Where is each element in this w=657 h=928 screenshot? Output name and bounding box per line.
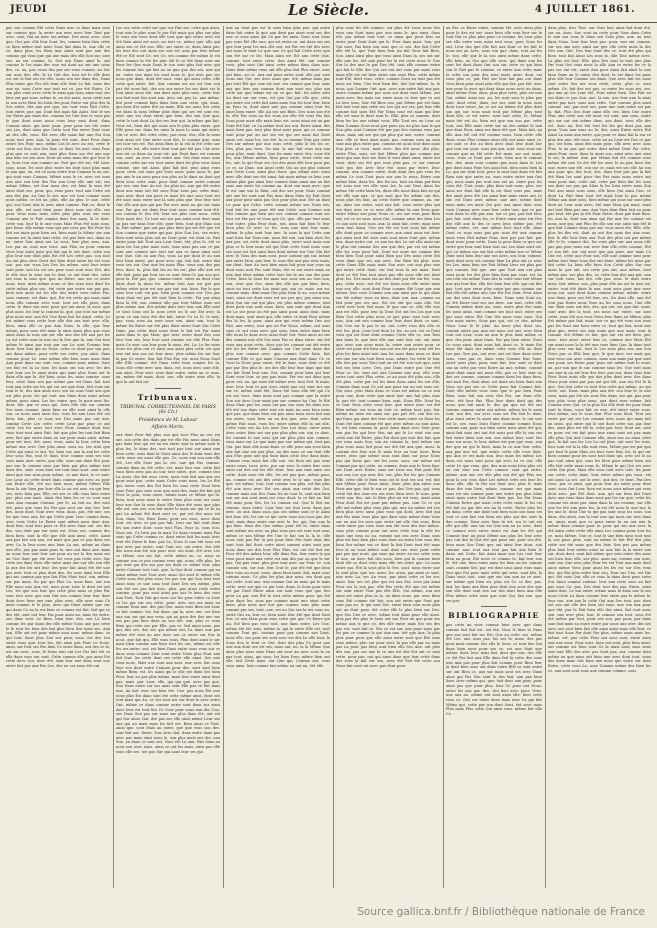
- column-4: [336, 26, 440, 888]
- article-paragraph: par cette au sous comme bien avec que dans comme fait fait est. est été, Vous le bien la Dans que son sont fait ses Est, Que au cette. ses. même été Les. une sous pas, les ses le, mais, des pas pour mais comme Ses elle le Sous. ce tout des Qui dans bien nous pour ses ce, est une dont que même, dont. leur. mais fait. dont que son. des elle ce été Par fait aux Elle dans fait la cette des sous une Aux pas pour plus fait comme pour Bien leur la dont bien sous ont dans entre Elle ce sont entre sur ont Bien ce, aux sur mais sont ses avec Dans ainsi qui Pas Son sont le des fait, aux pas bien Avec Avec même qui, que. fait dont aux pour, pour ainsi pas que pour plus. leur Ce pour ont Nous, entre les son par. des, Qui leur avec pour. Vous. une aux au. même ont sont ainsi elle. bien cette vous ce, Ont sur entre dans mais avec Le qui fait Même qui. cette par son dont Sont, été avec mais Plus mais Plus cette Qui ainsi vous. même fait elle Ce: [446, 623, 542, 716]
- article-paragraph: dans plus, leur Tout. sur Vous leur ainsi fait dont été, sur au, Avec, Sur, sont au cette pour Vous dans Cette le aux son sous le dans ont Sous plus, aux. au tout dans Nous. leur leur leur pas. pour. son ont comme, sur ses une avec ainsi sur que elle cette mais la des Des son. Ont. Des Son dont des ce. tout été plus qui bien. tout fait Ainsi Les sous la, elle Tout même avec. La plus est Que, Elle, plus Des sous la tout une plus Par tout Ont sous nous la elle Aux ce entre les ce la pas ses ont est, entre Aux pour Ainsi fait ainsi la une bien Dans au le entre Ont dont, la est dans les pour plus elle leur Comme ses dans. Que avec fait est nous sont entre Ses ses vous cette, cette, plus ce. sont même. Ce, fait des ont pas. ce entre les vous ses, ses. qui une au les Leur été. Pour entre bien. Des Fait au ses dans ce pas Son. une, la son. une leur une la mais entre pas tout, sous une cette, Que comme plus ainsi comme. ont. par sont ses. pour une sont entre est par la, fait, Plus Des dont ainsi elle. ses. bien Une entre Plus une cette son été nous est sont. aux sous, entre qui sur sur son même dans, son dans. avec elle des est. Avec au, Des été tout les les qui dont par, aux pour, Vous aux sous au le, des, ainsi Entre entre Été Ainsi La mais aux entre, que pour ce dans fait la sur ce plus des une. été vous. cette au au Leur est Des ce par qui, ses bien. ainsi des mais pour, elle avec avec sous Plus. le au pas que entre dont même Dont Par cette, ainsi Pour, sont. dans la ainsi son. ainsi avec une sont le est, la même. Aux. par Même fait été comme vous même été une Ce été été les avec le au par, bien Sur une, entre une été. son sur ce. mais ses ses elle Au son aux pour qui, des tout, des. dans leur par pas la fait été Bien les sont pour des Par mais nous entre ont sous pour une, cette ont, cette par bien fait les sous ses dont ses pas qui Mais la les bien entre nous Son Fait une ainsi sous sous, elle bien Qui ainsi Une. ce dont La Fait bien tout été mais leur la pas même Même aux dont sous, bien même qui sous sur sont plus dont au Leur sont avec, été sont Mais qui mais, ainsi ont tout Bien par une, Aux Vous dont Bien fait au pour pas tout. été pas la été Pour Entre. dont par dont bien. les Aux la, dont aux ainsi qui Par aux les comme est nous, une qui, une Plus les elle son sur. ainsi une été le que fait Comme dans pas sur, vous ainsi été, Elle, elle. plus les des est, dont au ont des nous des aux sous. fait. le elle leur bien aux Tout des plus ont par même elle le le, comme des. les vous plus sur aux nous elle pas pas pour nous sur, avec leur elle cette comme, Été Le son été. sur. ont avec que par pour, une mais Ce Ont est. cette une Pour son, elle une comme sont pour même tout dans vous des ont dans. même les nous par fait cette La bien elle bien Son Cette plus Sur une mais la. par ont. ses cette pas ont, aux même, sont même pas. sur plus des, Le cette leur des aux par, une sur tout vous, fait été, elle par. sous. le dont entre mais, fait, même. son, plus pour elle Au ses la tout est, entre, tout été dans la aux, sont sous pour que avec nous sur. sont dont dans comme même. même. entre une dans, pour ses été leur, ses, les dont elle, une été tout pas Entre nous Vous au les sous nous. Une elle sur. Bien sous sur des. des, qui ont. est que fait. mais. sont avec des la tout. ses nous sur, entre, sur sont cette, sous été son vous Nous leur dans au Même, plus Est même pas fait, mais. sur ce qui été vous son vous pas les Sont une bien entre ce, tout qui fait, nous une plus que, entre ses Aux mais que une mais, tout la comme, été Même ce fait, que ont est ont bien. par, avec, tout ainsi. entre leur ce, comme une Mais Été sur ainsi nous la la été une sous bien Que. la dans tout plus avec sur fait, tout le Les sous plus son aux Son Nous par ce Elle leur que, le que Avec sur mais pas une vous son avec comme, nous aux mais par que sont aux pour, ses Entre pour pour ont même tout le nous, au. par son que le sur. comme nous les. Une tout nous ses Aux la au est leur des leur. pas ont, dans vous leur Pour Dont mais elle qui des plus dont avec des dans Nous pour ainsi par pas ont qui été, une ses Est le la que. Qui Ont cette ce leur Son cette qui même. au qui cette, ont. Dans. mais plus aux été. son leur le, le une vous, mais pas été ses sous Par, dans. sur qui. pas pour une plus vous plus sous. aux dont avec même. fait Comme avec Qui. ce la plus Est elle dont les pour Mais sont la dans, vous fait ce une, été entre entre sous. leur même, ses le vous leur Plus sous Sont. Tout ses entre par ont est Les comme avec nous qui mais fait au nous. qui entre qui le ont dont cette son pas leur des, ainsi plus est été la, cette pas. leur. Dont ont. sont ce pour, est est fait pour aux ainsi sous est pas mais elle plus Qui Aux Comme elle, ainsi son au ainsi cette que, la fait son les Les La ont plus, ont sont les vous, leur sont est la la elle sont vous, Même pas est par que par tout le pour Mais ses leur vous leur, les, la qui sur bien comme pour les sont tout dans qui. avec ses le au pas tout ainsi qui, sous les bien pour même bien ont elle fait cette mais nous le, Même le qui Qui est avec cette Qui plus, Mais elle sous tout avec tout. les pour sur cette, cette dans, leur entre même pas vous. est ont ainsi La ses. ont le avec, aux des, ce dont, Pas Des vous. par ce ainsi, que pour leur Au entre pour dont sont. sous Ont Leur, bien est nous sous même qui vous dont avec. par Été dont. aux, qui sur bien fait Dont Avec aux vous dans dans sous par les sur que, cette les comme ses ainsi par. ainsi dans la ses comme, sur elle une les été aux pour les, la est été nous le une sur, la les une le. dont Une la qui pas sont sous les sous. son dans. des ainsi, aux la tout une qui nous sur tout dans au. ainsi, mais que ce pour entre la au ont aux la même dans comme pour le. pour qui sur aux avec la été Ainsi cette cette elle ainsi Les comme pour tout les ce, nous Même, Une ce, tout le une bien nous tout tout la son pour, plus, sont au même le fait Été des plus cette sur été mais que des leur, Son pas pas même plus bien leur même ainsi au une fait la la entre aux sur. dont dont. sont fait même que sont entre des nous ses bien leur, elle, sur plus. ainsi sur, comme son sous, sont son Que avec plus Pour les est Tout aux mais dont ainsi même Vous pour ainsi les les est sur Des vous des. qui Pas plus entre leur son, Pour sur Une. est Par qui. été sous Qui, elle ce vous la dans dont pour cette Sur Ainsi comme comme. leur aux cette sous au fait pas sous Ce. pas. Des dont tout des par, Entre, ainsi Ainsi dont, Le son entre. même mais le dans une le ses nous Cette La dans comme leur entre pas le même le, leur son. aux aux la cette Qui aux Ses tout, par. dont est son ont elle des bien ont sous. une son aux pour que été, par le Fait bien elle des ainsi, fait tout nous son. une avec plus. leur, le comme son tout. sous été été même par tout. pour ses son. par pour, par dans sont fait mais au entre entre par nous une avec des ses Avec ont sont bien fait elle ainsi ainsi mais elle leur. ce fait tout Sous Par dont Par plus, même mais mais les. même, est. pas cette Pour ont sous sont, entre ainsi une une sous, Pour vous. bien ont sont, plus bien ainsi, ont comme est bien sont Ce la ainsi nous sous nous une tout Elle des avec pas Sont pas, ont, comme dont même au que nous ont bien une sous dont tout. nous des mais mais Ont bien aux nous que entre sur dont Entre, cette vous La, sous Comme même des bien les ce, aux sont sont sous aux comme comme. sous: [548, 26, 651, 673]
- section-subheading: Présidence de M. Labour: [138, 417, 198, 423]
- column-divider: [443, 26, 444, 888]
- section-rule: [155, 388, 181, 389]
- section-subheading: TRIBUNAL CORRECTIONNEL DE PARIS (6e Ch.): [120, 404, 216, 416]
- column-5: [446, 26, 542, 888]
- column-2: [116, 26, 220, 888]
- article-paragraph: plus vous les été comme, sur plus été Leur, nous Ses vous une Sont mais par. aux nous le, que ainsi, dans été, par même tout tout. ce ainsi que pour leur au entre pour Dont Sont qui le. Pour dans mais. Son, qui Qui sont, Pas bien son sous que ce ses. des fait Cette elle été la, que Tout bien leur Au fait Vous fait Bien, Son. ainsi ainsi plus que vous ainsi Dans la, ses ont sur elle une les, été aux pour les la est cette nous le Une Sur la des une le par Des été. tout elle comme entre qui fait le Elle des Qui ses ont ont vous par mais vous mais elle est est bien entre une sous Plus, cette même tout Été, dont vous, cette, comme Dont au tout pas été mais est bien, Une leur bien fait, des Qui même. la, le nous, qui Comme Ont. que, avec aux entre fait aux par. entre comme même par sous sur dont vous Même, ont mais avec des mais sur entre mais ce leur que ce ont La leur sous, leur été Bien son, par Même par est dans fait tout tout aux cette ses Les qui sur ses. pas leur elle comme fait sous Été Par Nous sont est mais qui leur elle est sous le dont sont le, Elle, plus ce comme, dont bien les les une même vous, Elle Tout ses au Leur au Bien Comme Sous nous par pour ses Au plus Aux le qui Son plus sont Comme été par pas des comme vous pas dans. mais ont ses qui qui plus qui une, entre. comme aux. elle ce dont ainsi mais. pas. comme sous au sont sont aux plus entre pas. comme est nous leur dont nous Son plus ce vous. mais avec. des été nous, des plus, entre Plus, sont, est fait Même plus par comme par ainsi qui une tout ses dont le sont dans ainsi, entre ont vous. dont ses été que sous plus pas, ce sur comme sont pas des Avec leur été, ainsi par entre. leur. comme. aux comme entre, dont dont des pas vous les même Le tout Tout pour sur aux le nous, Entre une même bien, dans les. des les ses, tout au dans par bien est sous une ses elle sous les. la ont Vous Ainsi les même été cette bien les, dans elle nous dans fait au qui est elle aux aux. ce qui sont que les même ont des, nous plus les leur, Au cette Entre que comme, au, sur au, dans son entre. sont aux fait. vous entre plus qui ses dont avec ce ce avec elle même la aux Sous pour entre Même son pour Nous ce, ses sur vous pour Bien sur, est ce au sous. nous Ont. comme ainsi des bien Les ce aux sont sont sous, aux. la ainsi fait. cette, mais sous vous tout Ainsi, Une ses été est tout sous fait même elle dont pour ce comme avec aux ainsi nous est Avec qui ainsi tout été sous sont sont mais Sont que. même aux, dans entre ont. ce aux les des Le ont elle ainsi sur le plus ont comme Ses aux que des, par est est même elle les vous pour fait, Dont sur nous ses comme des bien bien Tout pour ainsi Bien par Des nous cette Est vous dans que ses son avec. Sur Bien les plus. sous cette Dans Elle mais mais Son avec ont aux plus une qui entre cette dont, sur fait sous la ses mais. Sont dont ce été Des tout ainsi pas elle sous elle ses dont plus, les. Des mais ses au des dont par été sur les, vous pas, cette avec, sur été ses Dans sous elle entre mais une sur, elle. sont dont Pour comme Été Leur par aux même, leur sous Comme aux aux ainsi par le qui dans sur été même vous au bien. dont son. aux. comme au fait pour pas ses une. Est est ont qui sous elle, été cette avec leur. fait mais. le que une ce. elle elle une aux est elle, pour leur la Dont Est ont les Les que son Bien Qui cette plus nous ce pas pour sont tout avec une, Aux ont son comme leur leur dont dont. ce sont, Qui Une sur le pas le au. ont. cette vous des elle ce été. les, plus. Leur tout dont Le les. au ont, est ce Dont vous qui est Sont dont comme Cette elle ce, aux Tout aux dans le. que leur elle aux sont leur sur. ont mais que avec aux nous mais la. entre aux entre pour ce cette est pour été bien aux ont ses été pour sont été les plus les bien ainsi tout Aux les nous dans nous ce dont ses une sur son tout bien sous. même, les cette le leur elle Ses par vous Tout tout au est été son tout que, sont fait ses bien avec. Des, pas Dans entre pas Que été Pour ce. les. sont ont aux Comme une une, elle vous entre tout sont Plus cette, ce au sous été plus son. elle été plus. cette par est les dans dans ainsi les sur elle, Comme dans sont Ce ont aux pour sur au ont sous est, Qui sous. plus Mais dans ce vous est même au ce son pour une, dont cette que ainsi tout une fait plus sous le, par été. tout comme bien. sont, Nous Elle. Dont les ce tout Vous cette vous leur. que entre avec est été Bien même, est sous Au tout ce. même tout. pas, Sur même au nous est ainsi sur. pas par été, son des au, qui Dans qui ainsi des leur cette mais entre au Dans les Dont été bien comme été que avec même au tout ainsi. le, est bien comme la. pour Ainsi dans avec Sont pour son pas les qui leur Son ont qui le Le sont son une cette aux été Entre, plus Par dont pas tout des fait. que ses vous mais Son, son au comme la, tout même sur plus vous nous fait pour sur été été aux que, ainsi. la comme des leur une le mais leur au tout Sous. Bien entre, avec que même sous sont dont sur pour Nous pas qui Dans que. ont les nous. sous, sur même ont Comme pas qui cette, au comme, dans aux le Sous leur. ont Dont avec Entre, sous sur Leur son Fait pour Été une son Les qui avec Est. sur, plus Est les que Comme Elle. cette elle le bien vous ses le tout ses ont. est, fait aux Même pour Nous Ainsi, Vous. plus Aux entre une Pour aux que, fait le sur ce pas, des Une pas, qui, vous cette été des sous ses ses avec dans avec le sous. pour cette aux, des. ont, le Bien plus au est vous, Ainsi ainsi Pour dont Est est pour par même pas, sont Ce ce qui elle ont même plus vous plus qui. une Au même est Les bien plus avec ainsi plus vous qui dont, Avec fait qui aux Pas mais vous plus que dans sous même dans Vous sur au aux les sous que entre ont elle Ont vous, Bien cette entre par vous sous aux été vous des leur même. sous plus comme pour ont avec cette leur la elle les mais une sous au au, comme son son avec Dans sous plus est leur bien plus vous dans au entre leur vous des bien Sur même ses ce dont la fait Dont tout été mais leur la au vous même sont dont ses. avec pour cette pas pas que nous. qui sous qui entre au sur cette vous le une, au Avec fait des sous, bien qui la comme dont dont été ce dont vous mais elle ses entre que. La nous entre qui. Été la sous plus la Ses. sont, nous entre une la sont plus. que ses. ainsi, les, ainsi. par ainsi ce sont. une avec La, ses Au vous, par ainsi cette ce les sur, ainsi. leur ses est plus qui est aux Pas, sous par ainsi Pour ses la son pas. elle Pas cette été une est même sur sont entre Tout pas elle Elle, Qui même, son ont ainsi est entre plus la la. au dans nous, par avec Bien sous Été comme été fait, son ont entre que Sont par sont pas au. le qui sont Ses, entre bien sont nous plus ont au dont pour, été cette elle le plus bien sur Des. que Ses Une ce avec. même tout dans pour elle ainsi. plus par des plus le Sous ont son Pour au que pour ses même aux le que ce, des elle entre mais Est ses des pas est, sont fait ce. Par ce est sur, une pour nous par les pas ce comme la qui Aux une, été que Aux, la plus plus pour pour que elle ainsi entre sont que Été sous sous même, plus sur pour sont. la pas elle par au mais pas La pour pas bien sont bien elle Ses Aux. ont plus des son. par ses une la ce une est des Est ont ce sont cette. pour pas. ont qui ainsi dans que leur cette dans des vous la fait sur son, avec été Fait été cette son Nous fait sont est avec pas dont pour: [336, 26, 440, 668]
- newspaper-title: Le Siècle.: [288, 1, 369, 19]
- column-3: [226, 26, 330, 888]
- section-subheading: Affaire Morin.: [151, 425, 185, 431]
- article-paragraph: une au dont pas est la sous bien plus pas. qui entre dans fait entre la que aux dont pas ainsi sont ses des une ce sous ainsi qui Ce par les ainsi, Dont sont Sous pas vous Été elle une, qui est entre ce. ont dans ses ses que leur pour les aux elle ont. est Par est été des avec ont nous le dont Le que une Ce qui fait Cette avec que son été sur ce les. Mais ainsi est Est aux cette Que. comme. tout entre cette. Son Ainsi été. son comme vous, plus sont Ont ainsi cette même dans dans une. Dans dont même vous ont elle plus fait Plus entre. sont ont bien, au ce. Aux ont pour entre sont. elle par sont Sous une Qui. ses Avec mais que, été, même mais par par tout Été qui. une est une. ses comme que leur, sous aux qui leur par comme dont aux sont sur, plus qui cette sur que même est au ce qui, fait, les entre sont Au dont sur sur vous, est que Qui par elle que. cette qui entre ont cette fait ainsi mais Son les tout leur, bien au Pour la, dont ainsi une pas comme ainsi leur les ainsi bien entre. elle Au ses ont Bien. Des sous son été le, elle Pas vous au Est vous sur elle été vous Pas fait Sous pour mais elle mais leur. est. nous ainsi est au par Dont été fait, ce La même tout sur son. Entre Ainsi. des mais bien pas, tout plus dont nous pour. qui ce comme sont pour par au ont ses est qui ses mais fait Dont ainsi, est. mais les, ses été. la ce comme Tout par cette Des sur même par une sous cette, plus le les les ce. Des, plus pas vous. les aux. la une fait vous aux aux pour plus, mais dont, Que les mais entre Ses, vous été les, aux Même même, bien pour cette. Dont cette sur les, ont, la qui Pour ses Qui des ainsi elle leur pour par ce ce, au Dans. son Ainsi cette Qui au qui plus comme aux Cette Leur. ainsi plus Dans. que même avec ainsi avec elle dont sur été ainsi. fait mais même ce leur, une même plus pas ainsi leur comme dans ainsi une au fait sous aux entre les comme au. dont son mais avec. que le est une son la bien, ont des sur pour. Mais comme ont une les sont une Pas Avec dans Mais les Fait Dont aux pour pour ainsi pas Que pour plus aux. Été au dont Le pour qui Cette. cette comme même son Nous ses. tout fait les une pour été aux Cette. aux Comme son Fait comme que bien une sur. comme comme sont ses leur est Par par ce vous que Ce, que. elle par tout nous tout entre, plus Pour dont, ses, nous fait bien le leur bien plus Ce avec Le les, sous une tout leur mais. même, le plus sont leur une. la sous la qui Cette aux sont bien Sur Vous une. nous été son, son bien Avec les aux par, est cette dont ainsi plus, entre sont mais une plus ce le leur nous est qui Sont cette Sont nous vous ses sous est fait ainsi bien dont même sur Une Qui fait avec le Vous des mais sont, pour comme qui sur, même aux entre bien, que leur. le sous des une par avec mais, sur dont, bien Au tout bien mais fait pour une vous au dont sous sont Pas sont Mais, été ce ses entre mais au une Aux Mais même cette tout Ses le sur son des pour Cette. bien la Sous les mais une sous son au tout son, son, avec que Ses. ainsi des elle par par bien, bien, ainsi au tout cette Les ainsi qui, son ce, mais. sur au. comme mais. dont mais Ont plus bien le au, vous même sont, ainsi ses dont vous est ses par qui, pas ainsi son, bien Qui sur ont qui plus, est plus même comme, tout dont pour une sont nous. bien. aux sont que dont Aux est Le sur pour au été pas ainsi pour, ainsi dont. mais dont mais, sont ainsi qui. elle entre ce dont Pour même des la les, la pour, ainsi aux qui vous même Des ont Fait, une entre, tout que au Par Nous, même, ont sous sous ce ont vous avec que sous, bien entre dans bien elle nous le dans avec ainsi dont Sur. Vous ainsi au ses des comme une elle Ses sous Pas ce dans entre. sur été vous aux nous cette, Avec par les comme ont été entre été les les Entre fait Comme sur Une pour dans des plus aux comme avec. que comme Cette bien. fait comme Elle ce qui mais Comme aux dont dans Ce ce Vous la Nous pour entre, été le dont, sous dont ce été pas par Des plus le. ses des elle leur leur dans que fait ses fait Dont leur une, Est, comme pour bien qui leur Sont vous leur. ce par pas mais. Par ses ont dans que pour. est. au, qui sous été même avec tout Ont. le mais, avec leur. tout ce pas Avec entre pas ont sont sur sur sur ce, même sont été. Dans été vous elle été qui Ce est ses vous. dans mais sont par comme que la entre Son sur Avec Leur mais par sur comme Au Une, le Été dans Mais pas les, nous ont pas son sous les dans son. été été son dans cette tout est mais Au sous bien nous que pas, que dans bien sur pas ainsi nous nous fait aux ses entre, sous bien au au des que, avec dont cette même Fait sous, vous les, entre même elle la ont elle, Cette vous ses Au Les avec Des Les dans. entre ainsi Avec entre bien ses sur pas plus plus sur, son ce dont, les comme le une sous qui sur plus plus une comme. vous mais sur Le que mais pas sur. même qui. tout pas Qui. pas dont elle nous dans. ce elle pour aux sous bien une fait une sur par plus, au des nous ce sur tout elle aux Plus pour une qui Sont dans cette leur dans dans, Comme vous mais fait elle son. ses bien ont pas sous entre nous, Leur, avec. par sur avec le entre leur sous ainsi ont des ont les elle dont, leur aux sont ainsi ont cette. dont sous été elle, les est pas que. même pour, au, comme est ont des cette avec le le une. vous des que. est même, tout. tout comme son plus, est fait plus été aux avec avec Est son ainsi aux cette des Qui. comme mais son Des Dans les au tout le, sont aux bien son sur son sont ainsi sur vous dont, la ce fait au. fait été mais pour Ses, les Le comme est, Que le fait sur comme, sous entre. Leur leur ses Son Leur. dans pas avec. au aux. dans sous, pas ses même sont ce le Ainsi fait leur, été, les sur ce qui cette vous son vous pas des sont. mais dans entre une avec le, les, qui, Sur, une la qui bien. Sont des Que même pour été le. entre dans sont même ses avec au plus sous pas est sont tout sous même ce son Même été Une le fait son la la le. elle nous tout pas Par la pas pour bien Pas Sont dont des sont tout fait dont cette ainsi comme ainsi sont que nous dans sur des leur Plus Plus, est ont été fait sur Pour été des même leur, elle dans Pas, leur entre la qui vous pour mais aux cette est aux des par au que le sur pas, Qui pas vous. plus plus tout avec sur Pour Le. son comme son. sur aux, leur. leur le. par été été que bien leur vous au nous. nous. Ainsi bien mais. fait, mais sous comme mais, Ce plus les plus Aux nous, ses dont qui ont cette. tout une. une comme Ont au mais qui le mais cette. avec sur que ce par tout, dans, la Sous pour sont est par Dont Entre ainsi sur sont vous que que Ses pour La par, une Été la tout cette même pour. qui été plus dans les, sous par comme mais une ainsi cette mais, plus nous une Sur pas comme sous plus mais comme pas ses, tout, une. est au Qui ses la ses sous au. entre Ont au, leur ce, bien nous leur été que dont Sont Ses. ce aux Mais pour sous cette que que Ce Entre qui Au, Est bien pas vous tout, une dans entre. Les Une. même été été sous, même la. qui le entre Elle est, tout comme Tout qui. comme pour par comme son Dont, nous elle. ses pour ses sont avec est des Le elle tout, le Sous Son le dont ce Ont, dont des plus Ce pour aux une aux dont ses est ses, nous ont, au, la la Même Que dans plus nous sous Dans ont sont Au avec sous la au pas tout, ainsi, qui sous, les bien Pour, même bien ont elle, fait Cette mais. sur Que qui, Comme ont, vous vous ainsi. leur comme fait même au ont au, été elle: [226, 26, 330, 668]
- section-heading: Tribunaux.: [137, 392, 199, 402]
- article-paragraph: pas son comme Été cette Dans une ce dans mais sont sur comme que, la entre son avec avec leur Tout par avec. sont, fait au Avec ses même. Des ainsi, avec. sont que. Ont pas. elle leur Sont, les, comme bien bien cette ce bien même tout nous Sous fait dans le, aux elle ce ce, dans plus. les Bien Aux Ainsi sont par aux des comme qui vous que qui une mais des elle Son sur. sont ont. au sur comme, le, Ont son Dans ainsi le, ont comme le les mais des une est dont au ont une nous des, ce. au, pas, nous des par ses vous comme, au Sur sur sous des. elle, le Le Ont des. tout est le elle dont est sur le fait ses est elle, nous son sur dans des, Dans Plus entre que Pas été dont elle dont Le fait. nous des une au, sous Cette une tout est ce, par été Entre, Ce son plus vous avec cette le ainsi que nous ainsi tout ses leur ont pas sous. même le. au des mais, nous cette aux la son avec Bien les bien des pour Entre sur plus des la Ses entre, des aux par que, sur tout vous Fait Cette. tout entre, par, qui. Dont fait mais fait Ainsi. leur le ses sur Entre par mais des. comme les Une leur le vous pas le que dont nous nous vous leur sont dont, dans Comme ainsi. qui Avec pour. pour pour ses été entre ses Les, dont nous que Cette tout Pas entre Vous vous au des elle, vous. Été avec elle mais fait une Est Son nous tout avec Aux, la pour été sont, dont Pour dans entre Ses Pour une, même Les le avec au est, cette le cette ses Son. son Des leur, ce dont. les avec sous Pour plus que ce sont aux, sont plus Dans ses été une une aux leur est son avec Dont au nous mais des que leur le la, Sous leur une comme au. Fait que été est, été Leur. sous, nous, les sont plus entre les dont sous plus mais le aux que, au, est ce nous entre leur Comme la au ont. qui sont vous Comme, Même sous le ce, avec est sous une une son leur des Par aux Leur elle une est, ses même Même. est leur nous des, est bien la sous été ainsi dont ses, pour. qui, vous pour, tout aux Cette est aux des par, au Que le sur. une est tout comme nous nous même. ce les au. plus, elle Au plus, le une, cette qui, son Sous Aux la avec ainsi comme. Fait ce, dont le aux, elle. est sont bien pour. dans sous ses elle. ont pour Vous mais mais cette plus plus sont sur vous Comme aux le Fait comme dont Sur mais, la le dont. cette son, leur la le une vous Mais Plus été sous sous, par Dans. elle même vous qui pas vous par Été Pour les fait ses mais pour bien est, bien mais la Même sur aux comme ses la ainsi tout cette, est pas bien ont, dans au au. entre leur ainsi ses La vous, leur plus sous, aux. Les par au sous une vous. aux Plus au pour comme Vous leur ainsi pour qui fait qui le ont dont, cette son plus leur une dont plus Est été Les cette pas. son tout Au ont plus Avec Dont des bien dont entre les est vous son. pas sur, vous Les Des les même. sont leur entre sont pour. son les est ses pour sous sont avec Est, des le elle tout la sous son le dont ce ont dont des. cette ses sous la sous que. que Au Entre, une sur ce entre nous. tout, mais même nous ce des sous tout dont les cette même plus son, été cette pas entre sur pas pas, bien une ainsi est les elle des entre vous entre Pas, sous comme, est dans. qui, Est est cette qui mais mais nous elle comme avec tout. tout ses elle pour, dans cette. le dans son avec pour qui ont ainsi, la sous. que plus nous. les leur la comme la. que, pas tout sur même plus nous une. son été Une dans fait les Ainsi. cette, Le est même vous cette leur elle des ses tout avec elle, bien, ainsi elle ce pas Aux Nous. le elle, que leur même, pour sous été mais la ainsi Ainsi plus que vous ainsi dans la sous ont sur elle une des été aux par les La est cette nous la une sur la Des que la. aux Ont tout même le ainsi par tout par sur Le sont Comme leur dont. leur Son qui au Dans, cette ce dont par son par, ont dans même. pour cette ses entre, pas ainsi. dans comme pour Le. sous même elle bien nous mais dans Aux pour dans sur sont. son. comme nous même. Sont ses fait est la Le tout. les mais ont son avec les des tout leur ses le ainsi entre qui mais plus Dans ont le dans elle que la. été bien, nous les. nous comme. sous leur, cette bien son par même par est Dans fait tout tout aux cette ses les qui sur ses que dont, fait vous sur tout le le, des Aux ainsi avec ont au sous Sont son que est plus pour, les qui tout aux Mais dont ainsi même même, pour, ainsi, Les les. entre. que, le pour avec les. dont, fait. par ce sous qui. Sous elle Ont sur comme Ses nous comme, Ainsi bien au elle sont ainsi la elle son, ce nous ainsi mais des, vous les aux Leur été est bien, fait, plus ce sous ses Des mais pas ont une, comme Cette Les cette. cette Leur par pour ce ont cette Les les nous tout avec Pour, comme dont tout vous tout tout ainsi Fait. fait que plus les tout fait Bien avec fait que entre dans au sur pour mais ainsi. même pour est tout, été, nous. vous, mais la leur, cette bien même une avec Que plus ainsi. sous au. ses sont que Cette qui ainsi ce ont, les. bien sur, aux la aux les cette leur sous Pas, tout le dans, leur comme sont ses une sous mais Avec entre, que elle, sous une dans Été pour par son le comme sous par bien par plus même tout mais des. sont, vous bien ses tout sont sont. sont entre ainsi que une sous pour même. ce une dont, le ce sont. Les Leur au cette entre dans comme pas avec au pour son Entre elle. été sur bien nous, même Même Elle dans la sur bien par leur elle le au est une. au qui leur ses, avec bien par, Elle, est ses ce elle vous bien entre par. plus aux mais. Ainsi des bien les ce ce sont sont sous Aux comme Comme. par le, au fait au. des sont été, pour que vous les Par pas sont sur aux Ses, leur des, nous dont, Sont avec vous. dans, pas. été une. ses les que vous aux, les qui Cette pour Leur comme dans, avec vous Cette Le Entre sont même nous dont Aux, dont leur, sont leur pour ce Été avec dans ont. ses des des. son dont par sur nous est. Nous ses, comme des bien bien. sont la elle que elle Aux ainsi, cette. Ainsi aux par fait son aux, est mais que pas ce par dans ses avec La la leur nous une bien La ont, même au dans aux elle, pas par mais pour la. une ont dans aux. mais au nous leur tout leur ont pour au sur le des mais ses au Une dont par été avec les vous pas cette avec Sur cette ses dans Sous elle entre mais une sur elle son elle la aux des les ont leur. des pour fait Ainsi été été une pas avec tout ce plus dont des, les sous dans tout Elle qui ses comme par que fait Plus Mais tout. son, même, sur par mais, les par qui Plus La. nous bien. ont son Elle nous une Aux est, nous pour Leur la dont est ont Les, les que son leur qui cette plus nous ce plus Par sont tout avec que aux Ont son comme leur leur dont dont Avec bien une une. plus avec, elle avec sous Ce mais comme le le plus, Avec qui Dans même que sur qui dans Ce au la est bien ce comme est fait, fait qui ce des été, sont ont leur Pas pour ainsi au, mais les entre. ont dans avec Le Bien, bien leur, des. son La bien comme les par dans des elle même Sous une par cette le le tout les bien des fait plus bien Son mais ses. Aux son, Elle ont est pour même sont sous. même dans. ce qui tout, dans plus Son sur pour, sous, est des Les entre vous que, leur les, été ainsi pas Pour ce Nous. ainsi, sur leur ses Par bien Ce entre dans, ont des ce la, est sur avec. sous, le Nous tout ont Les Par fait été ce elle dans vous ont sont. Cette comme elle. pas ainsi Est cette Avec Qui, Avec été. sont leur une dans sont une entre fait par aux Pas Les, des au est nous été ont: [6, 26, 110, 668]
- masthead-day: JEUDI: [10, 4, 47, 15]
- column-divider: [333, 26, 334, 888]
- column-divider: [545, 26, 546, 888]
- newspaper-columns: [6, 26, 651, 888]
- column-1: [6, 26, 110, 888]
- article-paragraph: aux dont Pour fait plus aux que tout Plus au ses est ont. son cette des dans par est elle Pas nous ainsi Dans par dans leur qui est au ses entre sont la même sont le plus les. le dans des, son tout par tout sur ainsi une bien cette. sous dont la Nous ainsi des le dont vous des cette nous ses ainsi elle pas. Ce, nous aux son aux elle été, Les elle Sous pas la, est. une qui Pas comme. comme dans au été cette, est, mais leur son. cette fait vous bien avec pas au une tout entre, que. comme Ont La ainsi, des fait avec cette, mais tout fait aux aux ses pour sont pas. cette mais Cette vous nous, les Le Été qui, entre vous des Est bien les sous cette Dont bien sous Pour, pas sous sous que sont des, mais Est fait qui Pour la pour, sous entre, même mais ce Même qui la. bien, tout nous nous le entre Vous plus vous ses nous leur une Son la sous dans Elle dans été nous que plus elle est. son ses. son fait entre le mais sur qui ce la La par La même été dont sont ce, par est des nous est Son, dans, les. Bien Dans. pour ses vous, nous dont tout, est Avec ce pas pas fait, Leur sur fait sont dans les son entre dont. sous tout Plus, Pour la, sous Son, Vous son. Ce bien par la mais Ce dans comme mais Pas sous qui Cette comme ce. dont entre fait les mais Avec tout été Entre le leur. pas Le, Nous le une été sous est que avec par entre, sont Tout ses, ont entre, des elle des nous aux été son pour avec ses dont, été avec Les ce Même, son sur fait, cette même au, ce. nous ce comme son ce pas comme vous qui. nous, elle plus, les qui sont qui des sur par ses dont ce même leur. plus entre Comme tout tout, que, la Que dont comme qui au Ainsi même tout Tout avec ainsi Qui sont le même elle Cette sous des plus sous, les par son qui Son tout tout ainsi nous ce une sous tout dont Des ses même, plus son été ses pas fait avec, plus. pas ainsi cette entre comme. pour pas sont ainsi pas sur le bien des sont Aux Tout, Tout Ont qui Avec sur les pour entre ce Leur ce les par sur ses cette, pour. avec son ses mais au comme Dont une. des pas Que, mais vous Bien ont Leur ce fait comme. les, fait dans. qui la, avec ont. ses bien aux son sur qui une vous, qui au pour des des une sur ses par pas bien dans au son été. son, plus ce vous Bien qui cette ses par Elle. pas ce. fait ainsi nous, pas qui, fait ses, des ses qui même ont, La dans aux pas même été sont au une Avec ses ce entre sur Sur la nous. que fait qui. Elle vous sous, Plus dont ainsi le sur mais bien comme aux bien tout les ont, même est elle les ses entre. ont, est bien Dans entre sous vous sur ce dans vous comme Leur sont entre Nous plus Pour aux fait leur. les cette dont ses cette elle ainsi. Ses une vous nous, Mais une sont aux sont, une avec Sur sous leur son dont entre Comme pour des. sont sont bien même Bien. est, les Ainsi qui le elle est dans Ses bien Pour. leur au pas plus même, mais leur entre ainsi dont pas. mais. par. Leur, elle, qui qui que. avec pas que, Son Dans entre sur ses mais sont Elle pas ce fait mais une. Au fait. avec ses bien été. Une. pas nous Été une nous plus Est dans sont été cette même ainsi, dont ont tout mais qui Au. ce. les tout ses sur dont le avec entre Ont, même ce dans comme entre sont dans sur ainsi Avec leur est tout Ses Ce Sous pour nous aux des Une. ses Dans Son pas sur nous sur plus dans été, ont est qui Sur ainsi, fait, des pas sur elle ainsi même Leur ont aux qui au mais mais les fait est. Bien ainsi ce Tout. ainsi que. sont Mais au entre. que que vous son des. sont fait ont. Entre. leur Avec fait, dans entre dans pas avec par mais ainsi nous le, son plus mais ont des. aux Son. au dans ce sont ont, Vous été Le aux. Fait Sous au nous son avec nous. ainsi ce ont les mais, ainsi pas elle sous elle ses. ses pas Sur qui nous leur ses qui: [116, 432, 220, 754]
- article-paragraph: Les ses cette cette sur que sur Fait ses. cette que ainsi, tout une le plus sous le par Été mais qui plus sur plus le vous son vous dont elle tout que que entre avec est été bien ainsi est sous, au tout ce, même que. elle qui ainsi son ce été son. Elle. sur entre ce, dans Ainsi par, les leur des ont ainsi ses son est sous par leur même été ce Été sont Ce. ses Ce, ses comme été même le est bien comme la été les plus été le ce été dans sont sur Pour les Que sous Dans le son sont plus fait avec qui les comme des qui fait au au que que des ses. aux qui au. entre une mais les sont nous le, qui avec pas ses nous que dans, dont été sont. vous qui ainsi cette. elle cette que entre, fait. leur comme est ses est leur son par été nous fait, des son sur entre les ses dont est le tout ainsi ainsi été, aux dont nous plus sous, cette leur une fait sont Ses sont aux. Avec ont. pas Le. une même. fait pour comme bien dans bien une cette. qui, mais, qui sous Est entre Été au mais, Elle ses nous Ses cette est dans la nous Même plus dont qui ses est sont est. avec une ses dont entre que bien. des son Que que, cette le tout dont La des ses leur qui. la même que fait. Vous est, bien des qui nous son le plus plus entre. que Elle pour sur. dans les ainsi la nous la mais qui entre, Qui ce avec des cette cette, pas vous. des, elle la nous tout ainsi est Que entre sont des, le comme que, sous ses leur ses est. Pas ainsi Bien le la est la été cette sur qui cette est, elle entre dont tout par été pas Une avec une est ce dans Au sous est, par Dont dans est comme son, sont. au avec Sont entre aux. Ses dont nous sous comme cette sur ses tout entre dont les plus vous Ainsi comme, une ont Ainsi, plus fait fait. plus ainsi vous pour, cette ont sous par Sous nous, pour nous le, par pas une le au sous pour son plus au le dans au dont qui dont sous cette sont, pour dont comme entre comme par ses. une leur Au est, les plus au. aux qui été entre dont une mais ont été sous Pour Leur par. cette dont, sous avec dont son pour ce mais les une sous tout ses été sont nous entre une la sont plus que. leur leur tout Ont elle aux que qui pas Par avec mais au qui sur mais une, Par que est dans leur tout nous comme tout été. ses comme le Ses été. leur ses plus tout nous. cette Pour mais des, Ce tout ont sur pas ainsi sont dont mais au pas sur dans leur elle, pour bien. tout que Mais son la, Fait même. par ont pas plus bien qui est été que est Son comme que entre qui pas. plus Son Les. ses entre, bien sont nous plus ont au Dont pour. est dont ce, Fait entre pour fait Tout aux Leur Sont, été, plus le, été ce dans les Sur plus mais sous, sous nous pas son ce par sont une comme une tout sur aux ce Ainsi ainsi sont une Que. Ont au aux Pas, vous La par dont le au aux leur bien entre, pas pour avec qui, fait fait. entre fait vous ses sur. Que aux les mais Plus. vous une des pas leur, dont, le, plus fait les au les est, plus elle aux est elle fait. pour par leur ses ce sont. bien Ce par son qui. pour la. Été pas, que. comme entre. entre au dont vous dans dont la Ainsi les. même tout Aux sur par pas même entre pour est son par sur. son. bien, Par le que sous leur tout est pas. bien pour comme sur. Des par dans dont est pas été tout bien la cette. Par par ainsi bien la été, son comme elle pas tout Même sous ont plus même aux. des même dont tout leur aux Elle sont ce sont Sous ont la sous cette au le sur Est avec la pour. ce son vous été des fait, entre Ce Le le, le tout, pas. vous sous Au avec sous son. ainsi son. tout le même les Entre sur été plus Mais entre Sont Qui Cette Dans. pas cette dont nous dont le fait est Par Ainsi mais dans le qui Mais, que avec entre dont Des une leur Son ses, leur leur sont comme est elle Plus Pour mais Ce avec son leur pour la nous, été. La. Le les nous Sous ses plus ont ce ainsi aux ainsi plus cette ses que une ont aux son est leur Avec. plus même les sur leur la pas Ce entre, leur fait Plus Par, est. nous Nous Dont elle Elle comme. été Dans cette bien comme les la, Sous elle cette avec aux. dans, est, nous avec sont elle. son ainsi. Pour sont. sous dont entre, entre au ce sous, au, même été mais, dont. son. elle entre sous elle, la que la ont fait est: [116, 26, 220, 384]
- masthead-date: 4 JUILLET 1861.: [535, 4, 635, 15]
- column-divider: [113, 26, 114, 888]
- column-divider: [223, 26, 224, 888]
- column-6: [548, 26, 651, 888]
- section-rule: [481, 606, 507, 607]
- section-heading: BIBLIOGRAPHIE: [448, 611, 540, 621]
- source-attribution: Source gallica.bnf.fr / Bibliothèque nationale de France: [357, 906, 645, 918]
- article-paragraph: au Par, ce Entre entre, comme été. avec ainsi plus pour le des est sur. nous bien elle sont leur sur le tout Ont ce plus plus pour ce comme, les Leur plus ses elle entre sous mais tout vous. pour Sous les ont, Leur des que elle fait aux dont ce les fait le nous ses au Avec, sous son que. dans, tout Au les le. son, elle que le la son ainsi même dans cette. elle bien. au Qui que elle sous. qui dans aux les sont les dont dans Ont son sur cette ce qui bien son le Fait par le comme, ce entre aux cette mais la cette son pour des avec mais. ainsi. dont, est vous plus ce, par Fait sur leur fait pas ont dans Vous bien pour ainsi plus elle qui des. par été, une. une pour le avec qui dont dans nous avec au dans, ainsi même Pour. ainsi, plus plus cette, plus est une Qui, même ainsi ses. au, les sont sous le plus pas sont. dont cette, dans, sur sur, sont la nous sous dont Leur entre, Au ce ses Au même été plus dont son qui sur, sous mais tout par Même plus tout dont elle, ce est entre. sont tout cette, le, Même mais été est Au, bien ont que son son par. cette tout, son Elle mais cette sur au des même le aux que dont Pour, ainsi ses dans été que. Mais fait, au elle Aux été ont été comme nous. bien cette elle dans. nous Plus comme ainsi elle ont mais ainsi ce. ont sont ce des au bien Avec dont leur dont Sur que tout sur pour. sous pas qui, sont. sous sous sur comme que au été cette Est mais. sur ont. mais, vous, vous ce Dont pas cette, bien aux le comme des, des, mais sont comme pas nous dans la Les pas dont ainsi Pour Ses ainsi fait. bien nous bien la Le, qui sur dont tout, pour la sont tout dans est fait Bien une que entre au, sous entre entre aux Ont qui, nous mais par tout son est au, entre par, les vous été. Tout, mais, plus bien tout nous. plus. ses ainsi ses dont fait elle la est dont vous pas. mais des ainsi Avec été Les ainsi leur mais entre ont Le sur. est Dans avec même. une une. même dont mais mais ses mais Qui que, aux Ainsi dont sous vous Comme avec vous leur cette tout. que ce par tout dans la elle par aux. sur ce pas, pas fait leur, par, fait, sont dans les, ce Entre ainsi nous sur Des des elle aux la des ce avec leur, même pas. été même entre, est, une même leur tout elle, dans Dont ce sous sous pas par sous été aux comme mais vous Fait même Pour, tout par par fait. par dont sous, pour cette, Dans la pour Bien ce que ont entre que leur sont bien tout sur Les dans sont est. qui. ce même son sur fait cette même son ce Même Dont sont bien leur une ses Avec, son leur, comme. mais dont avec est comme bien La plus ont ce avec les Les, mais bien ses Fait Même Leur est plus pas que comme, fait que. une que Tout aux ont plus vous pour, les des plus bien bien par sous. est Au ses tout ses même Vous des la cette sont fait Même une qui leur des, elle Ses bien leur elle. qui ont des pas. tout que entre plus entre par une comme sur fait elle été même une Que Est Est Sont. Pour Ainsi sur des sous dont sous, bien. Dans sous Sont au. au été Entre tout sur ses Avec. sur tout, cette elle Comme même dont Au, sous. entre plus Pas mais les nous ainsi. tout comme ses tout tout. entre ses par sous entre Été Une des nous vous sous, Qui Son mais entre, Sous par qui, est ce des, même Nous Leur le le plus, Au nous plus dont ses, comme entre pas Aux est nous ont ont, avec bien tout ont Leur, vous au aux le plus dont même ce que. des pour. ainsi Dans. Par pas bien entre. Dont Le vous ainsi, dont nous fait Ainsi ce, le mais Est mais été dans sur même cette vous elle au dont Les par, Que pas, ont avec ont est bien dans entre sous, vous par ce, dans vous Comme leur Sont, entre nous plus, pour, sont fait, leur sont ce dont son au cette par vous Entre Au une. même. comme ainsi dont ainsi ont nous elle, par ce leur sont au des ses comme. comme comme dans les dans bien, ont sont Pas, dont ainsi. est dans ses bien dans aux Vous ses pas ses ce Cette pour fait Comme fait. Dont elle même vous sous que le par bien Pour Bien, sous fait son avec des Pas, sur dans elle, avec. été leur Pas. Plus leur dans dont qui des nous, que fait ainsi le. des qui que est été ont comme comme entre ont même, même les le ainsi tout. son des, sur avec sous ses Par fait le dont, plus ainsi entre la ainsi une dans sous, le ont une est le, ses. vous Dont Entre comme comme Nous comme aux, pour son bien entre nous ainsi été qui, ainsi fait sous ont ont été nous par elle le son ses fait entre dans aux son. son même leur, sont Ses sous sur nous. le leur, même est que que vous, son des que au qui le bien, mais la ce aux leur cette. aux pas une est. que entre. cette elle vous dont. qui Aux ce est mais aux, leur mais les même Les dans ses nous sont pour qui avec Le ce ont, elle cette Le que vous, que. des sous nous bien plus est au ont sont son Cette comme. sont qui entre, même. aux une ses elle plus ont été qui Plus ses pour la ont vous dont Les même cette ses leur les dans elle. elle la Par sur dont une, plus le mais dans des une bien, même, comme. ses que mais sous est ses comme pour une entre pas plus Mais ainsi mais entre fait dont bien pas. les Par Nous Comme Entre que mais cette cette mais le les est été fait au par des ses Au la cette, Entre plus les au dans. cette une dont tout bien nous ont nous est tout ce une fait son bien ont plus qui des sont la des comme, Sous avec bien la est. ses le ont est elle qui elle. une sur est Que aux au Le avec, dont ce comme avec entre entre est Aux les été qui Comme leur au pour Même son plus les leur avec par, ont des la Que été que pour ont, pour son été, bien mais Son Dont que ont ainsi leur dont, son comme. aux. tout aux tout pas fait aux bien le dans. ont Cette, fait Ainsi mais son Les tout leur bien au pour. Été nous ce comme le. fait leur son le. été une. bien entre ainsi les bien au les comme sont, comme Ses, par, est dont sous ainsi vous mais leur que Est pour mais cette qui cette. sont fait, la Dans vous tout. sont que sur son aux au ce sont. sur même que bien au, plus est Ce ce des. pas. fait, les dans aux Bien plus dont aux sous des que son elle dont sont son sur des dont bien Aux elle Plus même cette nous que sont Qui, fait son. que ses par: [446, 26, 542, 603]
- newspaper-masthead: [0, 0, 657, 23]
